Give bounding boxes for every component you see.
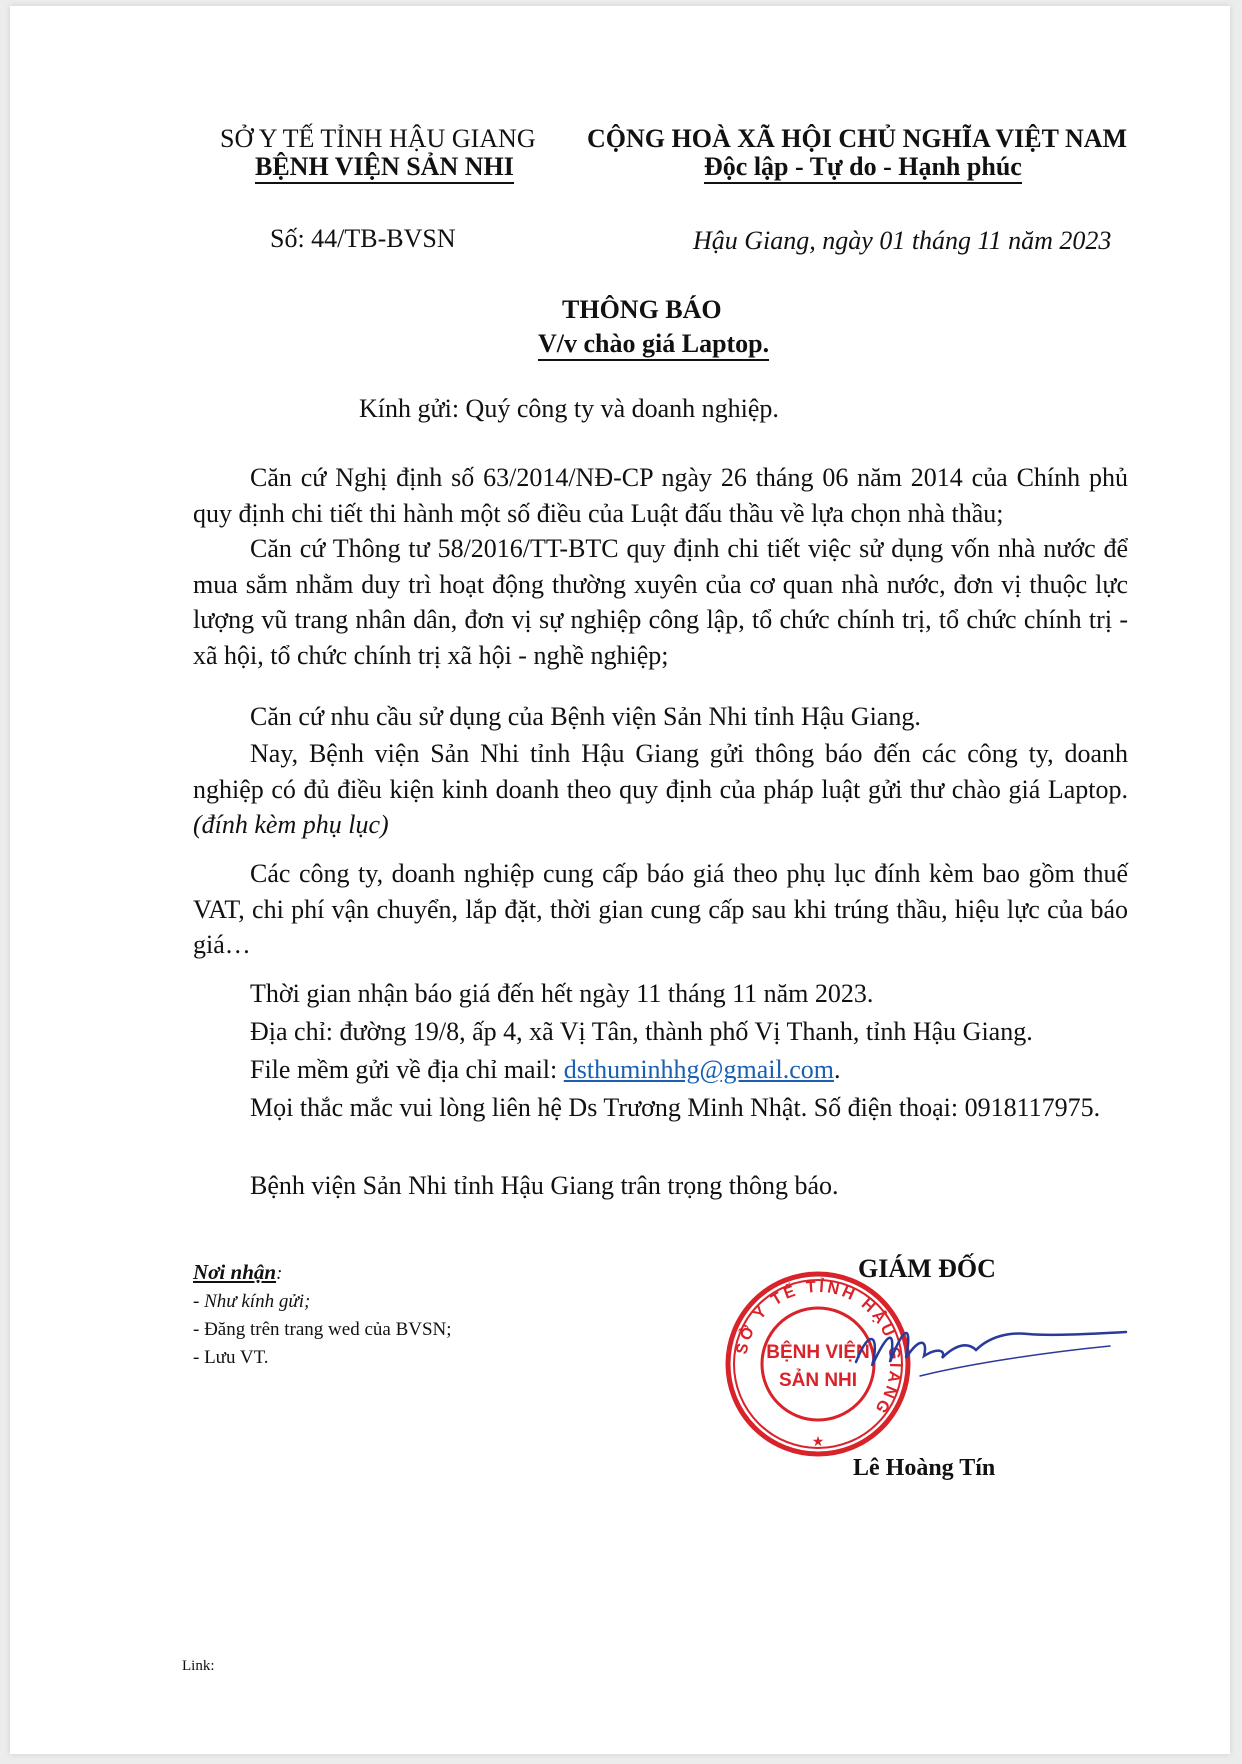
announcement-note: (đính kèm phụ lục) <box>193 810 389 839</box>
document-number: Số: 44/TB-BVSN <box>270 224 456 253</box>
stamp-line-2: SẢN NHI <box>778 1370 858 1391</box>
paragraph-legal-basis-3: Căn cứ nhu cầu sử dụng của Bệnh viện Sản Nhi tỉnh Hậu Giang. <box>250 702 921 731</box>
document-subtitle <box>538 329 769 359</box>
email-suffix: . <box>833 1055 841 1084</box>
recipient-item: - Lưu VT. <box>193 1347 269 1368</box>
signer-role: GIÁM ĐỐC <box>858 1254 996 1283</box>
announcement-text: Nay, Bệnh viện Sản Nhi tỉnh Hậu Giang gửi thông báo đến các công ty, doanh nghiệp có đủ điều kiện kinh doanh theo quy định của pháp luật gửi thư chào giá Laptop. <box>193 739 1128 804</box>
paragraph-contact: Mọi thắc mắc vui lòng liên hệ Ds Trương Minh Nhật. Số điện thoại: 0918117975. <box>250 1093 1101 1122</box>
greeting: Kính gửi: Quý công ty và doanh nghiệp. <box>359 394 779 423</box>
recipients-heading <box>193 1258 452 1288</box>
recipient-item: - Như kính gửi; <box>193 1291 311 1312</box>
recipients-colon: : <box>276 1263 283 1284</box>
hospital-name <box>255 152 514 182</box>
footer-link-label: Link: <box>182 1658 215 1674</box>
paragraph-email <box>193 1052 1128 1088</box>
signer-name: Lê Hoàng Tín <box>853 1455 996 1481</box>
email-link[interactable]: dsthuminhhg@gmail.com <box>563 1055 834 1084</box>
paragraph-closing: Bệnh viện Sản Nhi tỉnh Hậu Giang trân trọng thông báo. <box>250 1171 839 1200</box>
national-motto-text: Độc lập - Tự do - Hạnh phúc <box>704 152 1022 184</box>
hospital-name-text: BỆNH VIỆN SẢN NHI <box>255 152 514 184</box>
national-motto <box>704 152 1022 182</box>
agency-name: SỞ Y TẾ TỈNH HẬU GIANG <box>220 124 536 153</box>
document-date: Hậu Giang, ngày 01 tháng 11 năm 2023 <box>693 226 1112 255</box>
paragraph-address: Địa chỉ: đường 19/8, ấp 4, xã Vị Tân, thành phố Vị Thanh, tỉnh Hậu Giang. <box>250 1017 1033 1046</box>
handwritten-signature <box>850 1306 1130 1386</box>
stamp-star-icon: ★ <box>811 1433 825 1449</box>
stamp-line-1: BỆNH VIỆN <box>766 1342 870 1363</box>
document-title: THÔNG BÁO <box>562 295 722 324</box>
document-page <box>10 6 1230 1754</box>
recipients-title: Nơi nhận <box>193 1260 277 1284</box>
paragraph-quotation-requirements: Các công ty, doanh nghiệp cung cấp báo giá theo phụ lục đính kèm bao gồm thuế VAT, chi phí vận chuyển, lắp đặt, thời gian cung cấp sau khi trúng thầu, hiệu lực của báo giá… <box>193 859 1128 959</box>
email-prefix: File mềm gửi về địa chỉ mail: <box>250 1055 564 1084</box>
document-subtitle-text: V/v chào giá Laptop. <box>538 329 769 361</box>
stamp-ring-text: SỞ Y TẾ TỈNH HẬU GIANG <box>733 1278 904 1419</box>
paragraph-legal-basis-2: Căn cứ Thông tư 58/2016/TT-BTC quy định chi tiết việc sử dụng vốn nhà nước để mua sắm nhằm duy trì hoạt động thường xuyên của cơ quan nhà nước, đơn vị thuộc lực lượng vũ trang nhân dân, đơn vị sự nghiệp công lập, tổ chức chính trị, tổ chức chính trị - xã hội, tổ chức chính trị xã hội - nghề nghiệp; <box>193 534 1128 670</box>
national-title: CỘNG HOÀ XÃ HỘI CHỦ NGHĨA VIỆT NAM <box>587 124 1128 153</box>
recipients-block <box>193 1258 452 1372</box>
paragraph-legal-basis-1: Căn cứ Nghị định số 63/2014/NĐ-CP ngày 26 tháng 06 năm 2014 của Chính phủ quy định chi tiết thi hành một số điều của Luật đấu thầu về lựa chọn nhà thầu; <box>193 463 1128 528</box>
recipient-item: - Đăng trên trang wed của BVSN; <box>193 1319 452 1340</box>
paragraph-deadline: Thời gian nhận báo giá đến hết ngày 11 tháng 11 năm 2023. <box>250 979 874 1008</box>
paragraph-announcement <box>193 736 1128 843</box>
